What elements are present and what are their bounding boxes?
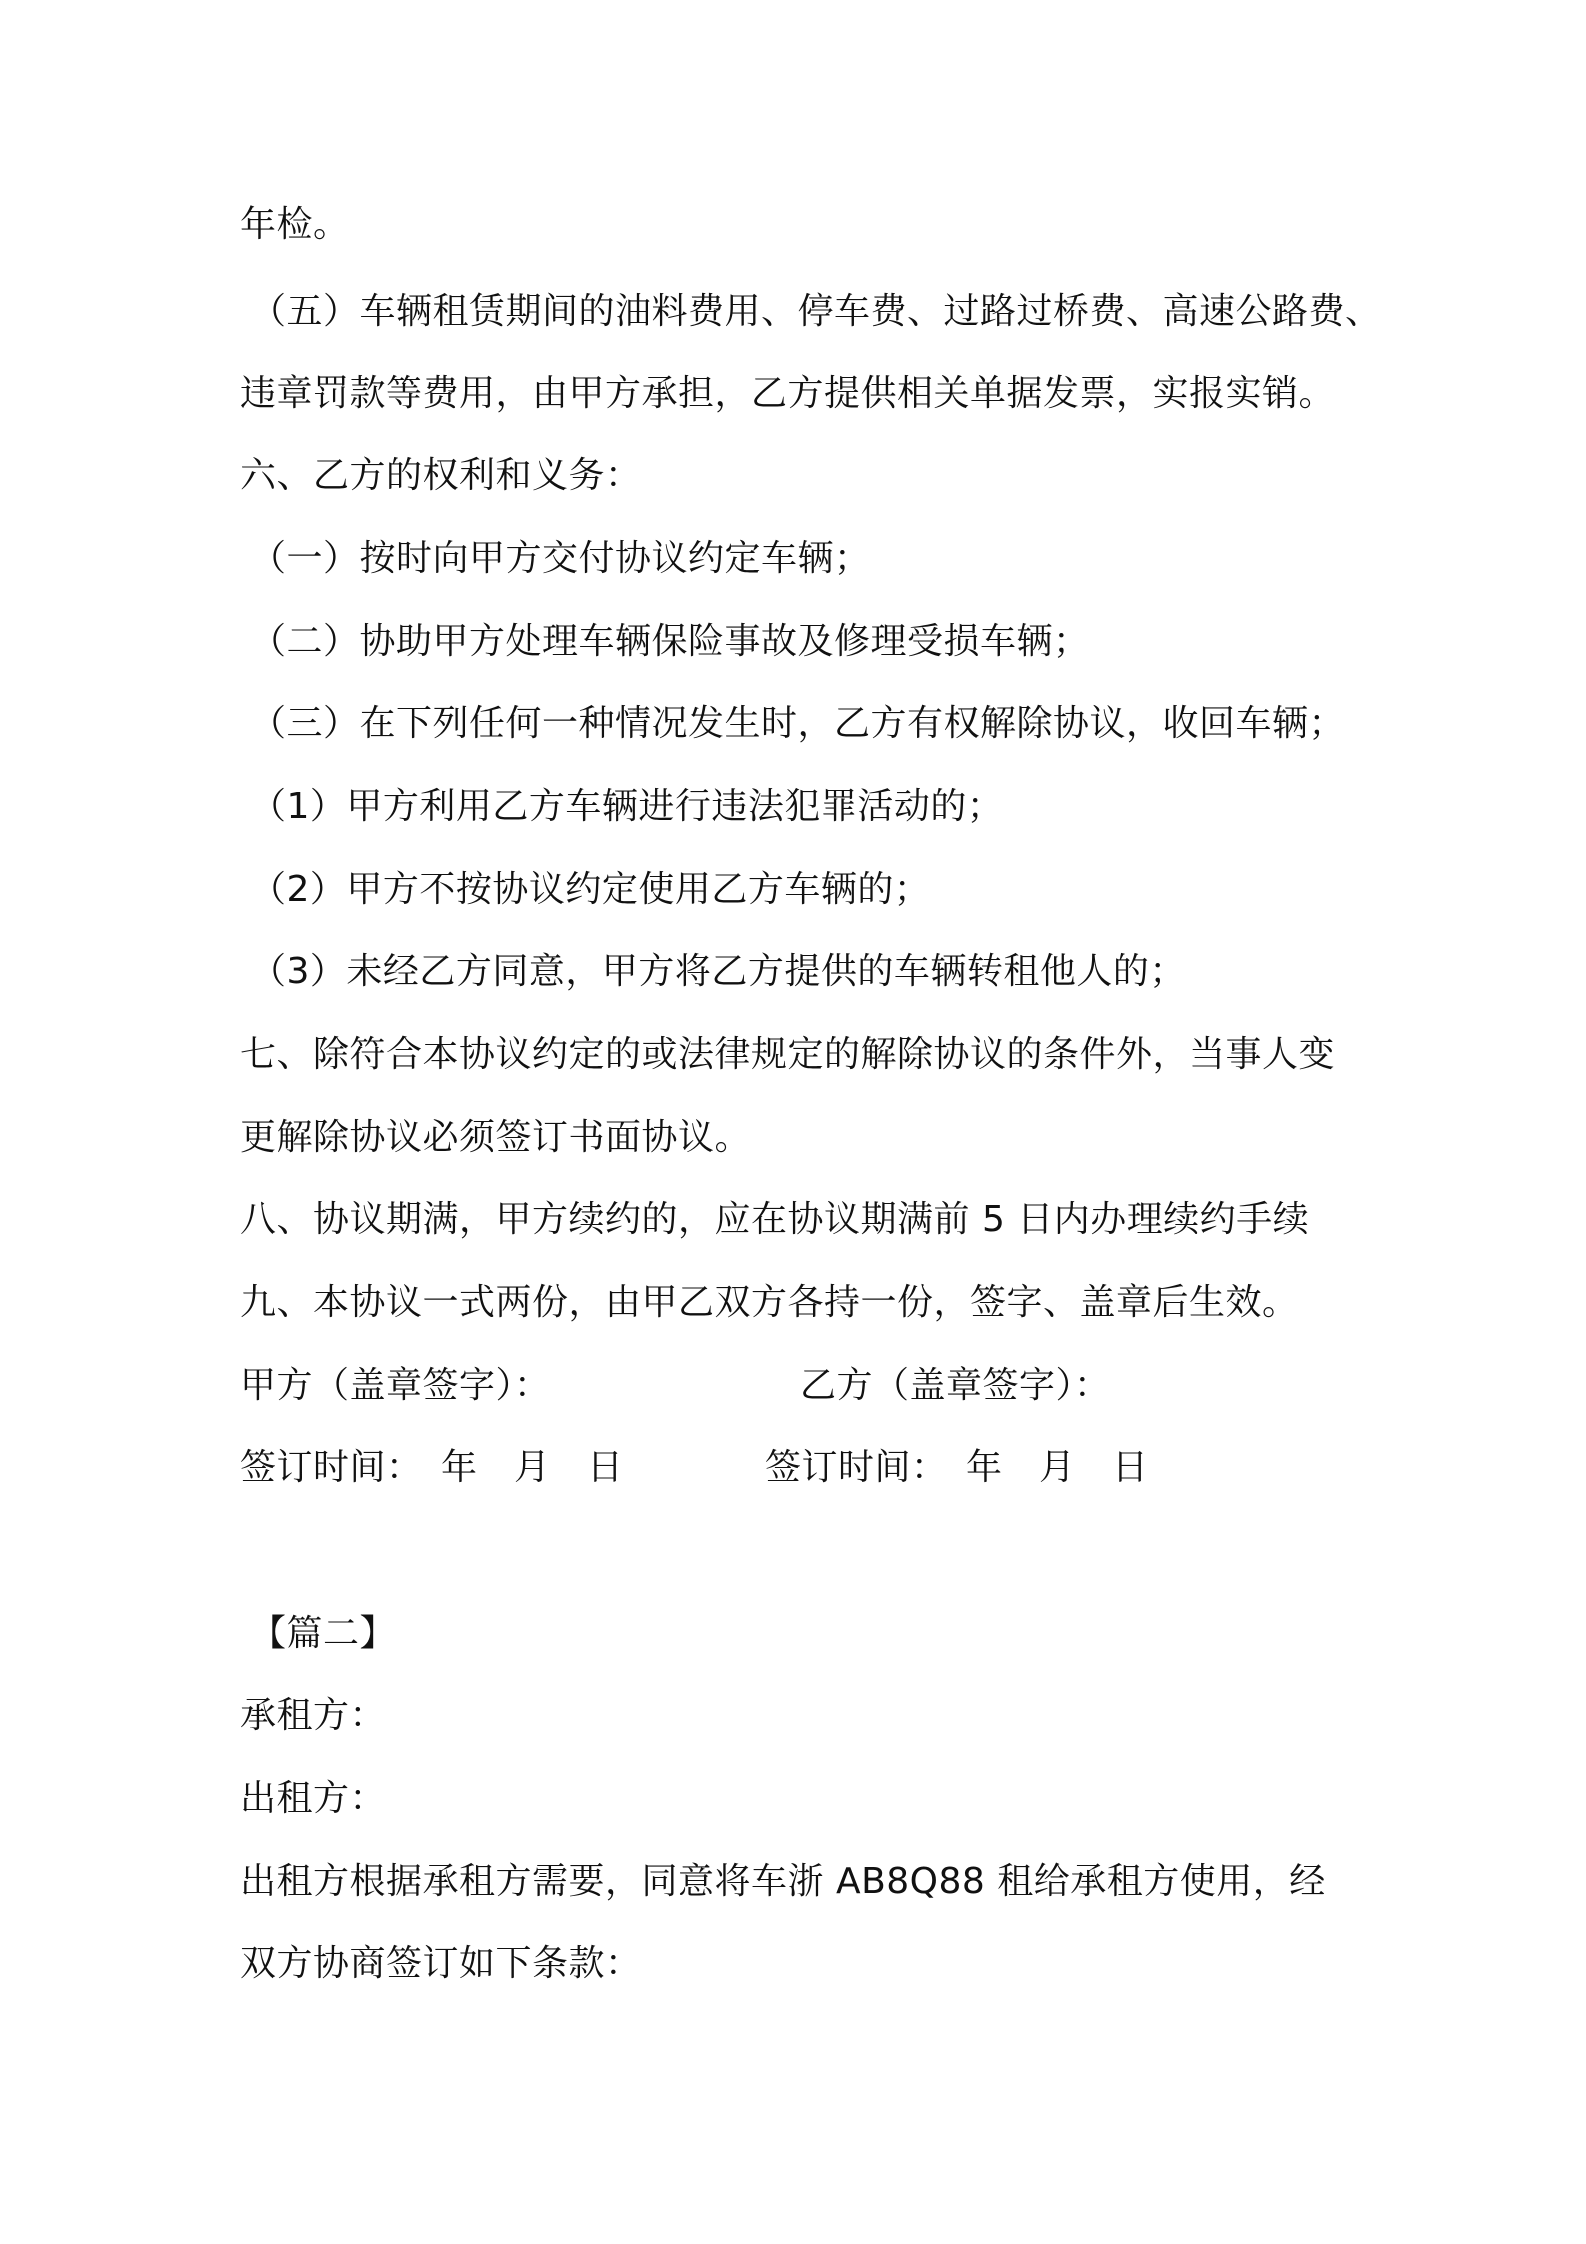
section-heading-7: 七、除符合本协议约定的或法律规定的解除协议的条件外，当事人变 bbox=[240, 1034, 1336, 1075]
sub-clause-3: （3）未经乙方同意，甲方将乙方提供的车辆转租他人的； bbox=[250, 951, 1186, 992]
text-line: 年检。 bbox=[240, 204, 350, 245]
party-b-date-label: 签订时间： 年 月 日 bbox=[765, 1447, 1149, 1488]
intro-paragraph-line-2: 双方协商签订如下条款： bbox=[240, 1943, 642, 1984]
clause-6-3: （三）在下列任何一种情况发生时，乙方有权解除协议，收回车辆； bbox=[250, 703, 1346, 744]
clause-6-1: （一）按时向甲方交付协议约定车辆； bbox=[250, 538, 871, 579]
clause-6-2: （二）协助甲方处理车辆保险事故及修理受损车辆； bbox=[250, 621, 1090, 662]
party-a-signature-label: 甲方（盖章签字）： bbox=[240, 1365, 551, 1406]
section-2-heading: 【篇二】 bbox=[250, 1613, 397, 1654]
lessee-label: 承租方： bbox=[240, 1695, 387, 1736]
text-line: 违章罚款等费用，由甲方承担，乙方提供相关单据发票，实报实销。 bbox=[240, 373, 1336, 414]
section-heading-9: 九、本协议一式两份，由甲乙双方各持一份，签字、盖章后生效。 bbox=[240, 1282, 1299, 1323]
intro-paragraph-line-1: 出租方根据承租方需要，同意将车浙 AB8Q88 租给承租方使用，经 bbox=[240, 1861, 1326, 1902]
text-line: 更解除协议必须签订书面协议。 bbox=[240, 1117, 752, 1158]
lessor-label: 出租方： bbox=[240, 1778, 387, 1819]
party-a-date-label: 签订时间： 年 月 日 bbox=[240, 1447, 624, 1488]
clause-5: （五）车辆租赁期间的油料费用、停车费、过路过桥费、高速公路费、 bbox=[250, 291, 1382, 332]
sub-clause-2: （2）甲方不按协议约定使用乙方车辆的； bbox=[250, 869, 931, 910]
section-heading-8: 八、协议期满，甲方续约的，应在协议期满前 5 日内办理续约手续 bbox=[240, 1199, 1310, 1240]
sub-clause-1: （1）甲方利用乙方车辆进行违法犯罪活动的； bbox=[250, 786, 1004, 827]
section-heading-6: 六、乙方的权利和义务： bbox=[240, 455, 642, 496]
party-b-signature-label: 乙方（盖章签字）： bbox=[800, 1365, 1111, 1406]
